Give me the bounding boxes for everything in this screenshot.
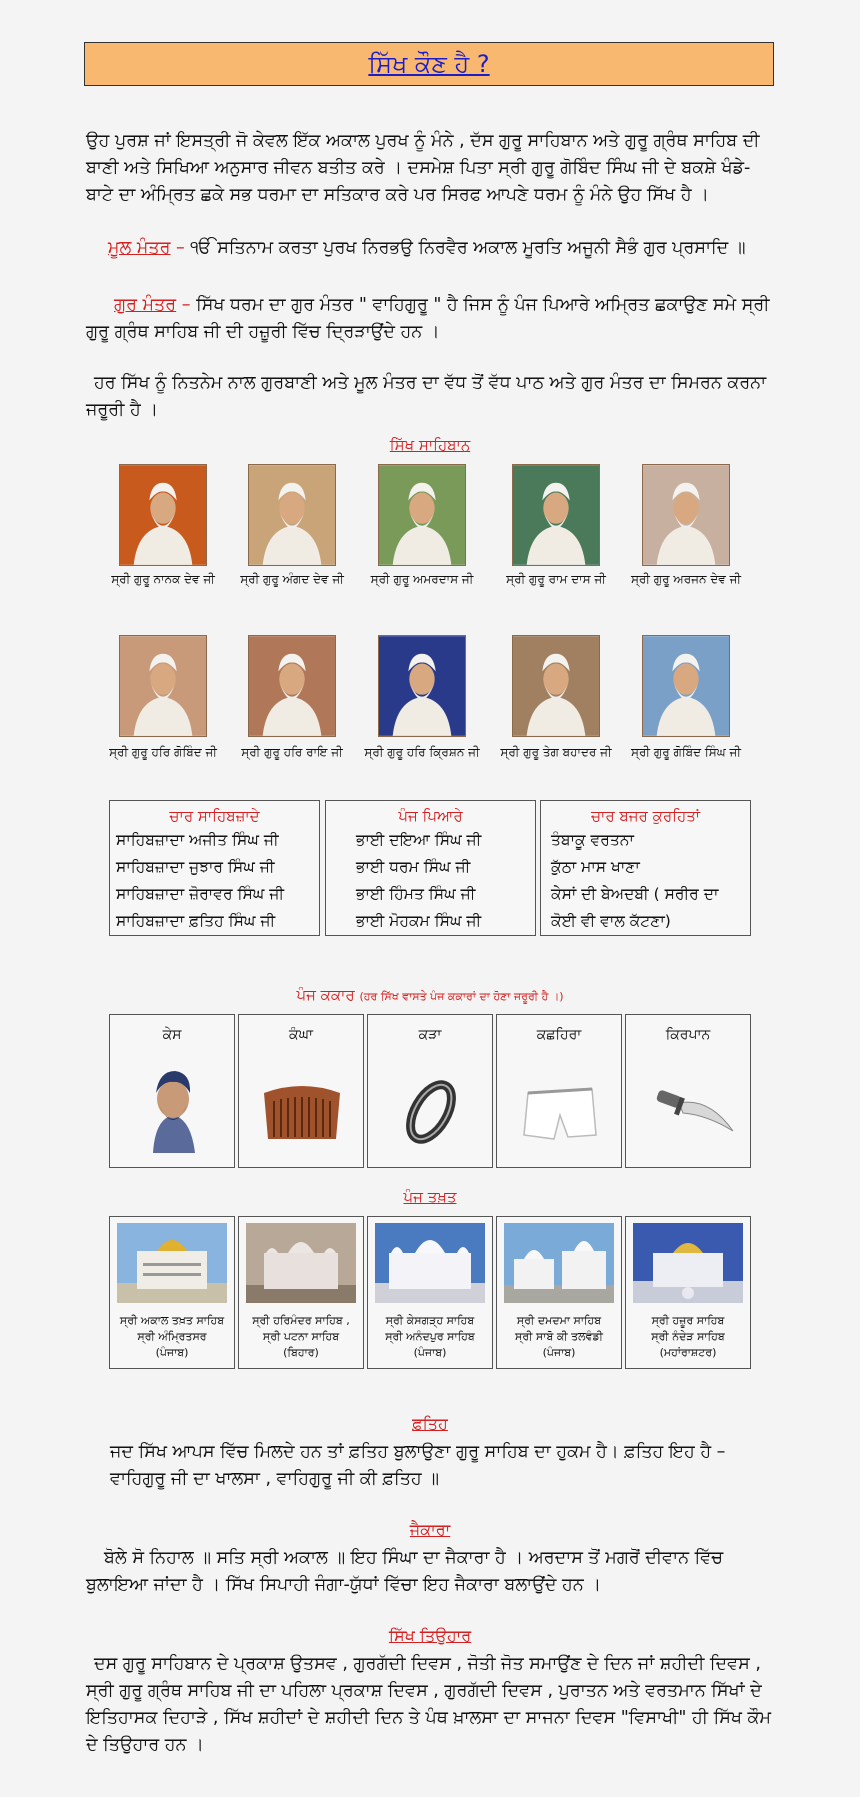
kangha-image-icon (252, 1057, 352, 1155)
guru-portrait-icon (513, 465, 599, 565)
kakkar-box-kachhera (496, 1014, 622, 1168)
guru-portrait-icon (379, 465, 465, 565)
kachhera-image-icon (510, 1057, 610, 1155)
guru-portrait (248, 464, 336, 566)
damdama-sahib-image-icon (504, 1223, 614, 1303)
page-title: ਸਿੱਖ ਕੌਣ ਹੈ ? (368, 50, 490, 78)
takht-city: ਸ੍ਰੀ ਪਟਨਾ ਸਾਹਿਬ (262, 1330, 340, 1343)
list-item: ਸਾਹਿਬਜ਼ਾਦਾ ਫ਼ਤਿਹ ਸਿੰਘ ਜੀ (116, 912, 276, 930)
kakkar-box-kirpan (625, 1014, 751, 1168)
fateh-title: ਫ਼ਤਿਹ (412, 1414, 448, 1433)
list-item: ਭਾਈ ਹਿੰਮਤ ਸਿੰਘ ਜੀ (356, 885, 476, 903)
kakkar-label: ਕੜਾ (418, 1027, 442, 1043)
jaikara-paragraph: ਬੋਲੇ ਸੋ ਨਿਹਾਲ ॥ ਸਤਿ ਸ੍ਰੀ ਅਕਾਲ ॥ ਇਹ ਸਿੰਘਾ ਦਾ ਜੈਕਾਰਾ ਹੈ । ਅਰਦਾਸ ਤੋਂ ਮਗਰੋਂ ਦੀਵਾਨ ਵਿੱਚ ਬੁਲਾਇਆ ਜਾਂਦਾ ਹੈ । ਸਿੱਖ ਸਿਪਾਹੀ ਜੰਗਾ-ਯੁੱਧਾਂ ਵਿੱਚਾ ਇਹ ਜੈਕਾਰਾ ਬਲਾਉਂਦੇ ਹਨ । (86, 1548, 724, 1595)
nitnem-paragraph: ਹਰ ਸਿੱਖ ਨੂੰ ਨਿਤਨੇਮ ਨਾਲ ਗੁਰਬਾਣੀ ਅਤੇ ਮੂਲ ਮੰਤਰ ਦਾ ਵੱਧ ਤੋਂ ਵੱਧ ਪਾਠ ਅਤੇ ਗੁਰ ਮੰਤਰ ਦਾ ਸਿਮਰਨ ਕਰਨਾ ਜਰੂਰੀ ਹੈ । (86, 373, 767, 420)
guru-name: ਸ੍ਰੀ ਗੁਰੂ ਅਮਰਦਾਸ ਜੀ (370, 572, 474, 586)
mool-mantar-label: ਮੂਲ ਮੰਤਰ (108, 238, 171, 258)
jaikara-title: ਜੈਕਾਰਾ (409, 1520, 451, 1539)
list-item: ਸਾਹਿਬਜ਼ਾਦਾ ਜ਼ੋਰਾਵਰ ਸਿੰਘ ਜੀ (116, 885, 285, 903)
takht-name: ਸ੍ਰੀ ਹਜ਼ੂਰ ਸਾਹਿਬ (651, 1314, 725, 1327)
char-sahibzade-title: ਚਾਰ ਸਾਹਿਬਜ਼ਾਦੇ (169, 807, 260, 825)
guru-portrait-icon (120, 465, 206, 565)
gur-mantar-dash: – (176, 295, 197, 315)
intro-paragraph: ਉਹ ਪੁਰਸ਼ ਜਾਂ ਇਸਤ੍ਰੀ ਜੋ ਕੇਵਲ ਇੱਕ ਅਕਾਲ ਪੁਰਖ ਨੂੰ ਮੰਨੇ , ਦੱਸ ਗੁਰੂ ਸਾਹਿਬਾਨ ਅਤੇ ਗੁਰੂ ਗ੍ਰੰਥ ਸਾਹਿਬ ਦੀ ਬਾਣੀ ਅਤੇ ਸਿਖਿਆ ਅਨੁਸਾਰ ਜੀਵਨ ਬਤੀਤ ਕਰੇ । ਦਸਮੇਸ਼ ਪਿਤਾ ਸ੍ਰੀ ਗੁਰੂ ਗੋਬਿੰਦ ਸਿੰਘ ਜੀ ਦੇ ਬਕਸ਼ੇ ਖੰਡੇ-ਬਾਟੇ ਦਾ ਅੰਮ੍ਰਿਤ ਛਕੇ ਸਭ ਧਰਮਾ ਦਾ ਸਤਿਕਾਰ ਕਰੇ ਪਰ ਸਿਰਫ ਆਪਣੇ ਧਰਮ ਨੂੰ ਮੰਨੇ ਉਹ ਸਿੱਖ ਹੈ । (86, 131, 760, 205)
guru-name: ਸ੍ਰੀ ਗੁਰੂ ਹਰਿ ਕ੍ਰਿਸ਼ਨ ਜੀ (364, 745, 480, 759)
kes-image-icon (123, 1057, 223, 1155)
guru-name: ਸ੍ਰੀ ਗੁਰੂ ਅਰਜਨ ਦੇਵ ਜੀ (630, 572, 742, 586)
kirpan-image-icon (639, 1057, 739, 1155)
patna-sahib-image-icon (246, 1223, 356, 1303)
guru-name: ਸ੍ਰੀ ਗੁਰੂ ਅੰਗਦ ਦੇਵ ਜੀ (240, 572, 344, 586)
guru-portrait (512, 635, 600, 737)
takht-box (109, 1216, 235, 1369)
kakkar-title: ਪੰਜ ਕਕਾਰ (296, 986, 355, 1004)
takht-name: ਸ੍ਰੀ ਅਕਾਲ ਤਖ਼ਤ ਸਾਹਿਬ (119, 1314, 225, 1327)
takht-state: (ਮਹਾਂਰਾਸ਼ਟਰ) (659, 1346, 717, 1359)
takht-city: ਸ੍ਰੀ ਅੰਮ੍ਰਿਤਸਰ (137, 1330, 207, 1343)
guru-portrait-icon (379, 636, 465, 736)
guru-name: ਸ੍ਰੀ ਗੁਰੂ ਨਾਨਕ ਦੇਵ ਜੀ (111, 572, 215, 586)
gur-mantar-label: ਗੁਰ ਮੰਤਰ (114, 295, 177, 315)
tyohar-title: ਸਿੱਖ ਤਿਉਹਾਰ (388, 1626, 472, 1645)
guru-portrait (512, 464, 600, 566)
mool-mantar-line (108, 235, 788, 262)
takht-state: (ਪੰਜਾਬ) (413, 1346, 447, 1359)
mool-mantar-dash: – (170, 238, 191, 258)
guru-portrait (378, 635, 466, 737)
kesgarh-sahib-image-icon (375, 1223, 485, 1303)
guru-portrait (642, 464, 730, 566)
bajar-kurehtan-title: ਚਾਰ ਬਜਰ ਕੁਰਹਿਤਾਂ (590, 807, 701, 825)
list-item: ਕੁੱਠਾ ਮਾਸ ਖਾਣਾ (551, 858, 640, 876)
kakkar-label: ਕਛਹਿਰਾ (536, 1027, 582, 1043)
takht-name: ਸ੍ਰੀ ਕੇਸਗੜ੍ਹ ਸਾਹਿਬ (385, 1314, 475, 1327)
guru-portrait-icon (249, 465, 335, 565)
takht-state: (ਬਿਹਾਰ) (283, 1346, 319, 1359)
takht-caption (626, 1313, 750, 1361)
takht-state: (ਪੰਜਾਬ) (542, 1346, 576, 1359)
guru-portrait-icon (249, 636, 335, 736)
guru-portrait (642, 635, 730, 737)
char-sahibzade-box (109, 800, 320, 936)
takht-name: ਸ੍ਰੀ ਹਰਿਮੰਦਰ ਸਾਹਿਬ , (252, 1314, 350, 1327)
takht-caption (368, 1313, 492, 1361)
guru-portrait-icon (643, 465, 729, 565)
takht-box (625, 1216, 751, 1369)
akal-takht-image-icon (117, 1223, 227, 1303)
guru-portrait-icon (643, 636, 729, 736)
list-item: ਸਾਹਿਬਜ਼ਾਦਾ ਅਜੀਤ ਸਿੰਘ ਜੀ (116, 831, 279, 849)
guru-name: ਸ੍ਰੀ ਗੁਰੂ ਹਰਿ ਰਾਇ ਜੀ (241, 745, 343, 759)
guru-name: ਸ੍ਰੀ ਗੁਰੂ ਰਾਮ ਦਾਸ ਜੀ (506, 572, 606, 586)
title-banner (84, 42, 774, 86)
takht-box (238, 1216, 364, 1369)
guru-name: ਸ੍ਰੀ ਗੁਰੂ ਗੋਬਿੰਦ ਸਿੰਘ ਜੀ (631, 745, 741, 759)
list-item: ਭਾਈ ਮੋਹਕਮ ਸਿੰਘ ਜੀ (356, 912, 482, 930)
guru-portrait-icon (120, 636, 206, 736)
kakkar-label: ਕੰਘਾ (289, 1027, 313, 1043)
takht-state: (ਪੰਜਾਬ) (155, 1346, 189, 1359)
list-item: ਤੰਬਾਕੂ ਵਰਤਨਾ (551, 831, 634, 849)
guru-name: ਸ੍ਰੀ ਗੁਰੂ ਤੇਗ ਬਹਾਦਰ ਜੀ (500, 745, 612, 759)
panj-pyare-title: ਪੰਜ ਪਿਆਰੇ (398, 807, 463, 825)
takht-box (367, 1216, 493, 1369)
list-item: ਸਾਹਿਬਜ਼ਾਦਾ ਜੁਝਾਰ ਸਿੰਘ ਜੀ (116, 858, 275, 876)
kakkar-box-kara (367, 1014, 493, 1168)
list-item: ਭਾਈ ਧਰਮ ਸਿੰਘ ਜੀ (356, 858, 471, 876)
kakkar-label: ਕੇਸ (162, 1027, 182, 1043)
list-item: ਭਾਈ ਦਇਆ ਸਿੰਘ ਜੀ (356, 831, 482, 849)
fateh-paragraph: ਜਦ ਸਿੱਖ ਆਪਸ ਵਿੱਚ ਮਿਲਦੇ ਹਨ ਤਾਂ ਫ਼ਤਿਹ ਬੁਲਾਉਣਾ ਗੁਰੂ ਸਾਹਿਬ ਦਾ ਹੁਕਮ ਹੈ। ਫ਼ਤਿਹ ਇਹ ਹੈ – ਵਾਹਿਗੁਰੂ ਜੀ ਦਾ ਖਾਲਸਾ , ਵਾਹਿਗੁਰੂ ਜੀ ਕੀ ਫ਼ਤਿਹ ॥ (110, 1442, 726, 1489)
takht-caption (110, 1313, 234, 1361)
guru-portrait-icon (513, 636, 599, 736)
kakkar-heading (0, 986, 860, 1004)
kakkar-box-kangha (238, 1014, 364, 1168)
gur-mantar-text: ਸਿੱਖ ਧਰਮ ਦਾ ਗੁਰ ਮੰਤਰ " ਵਾਹਿਗੁਰੂ " ਹੈ ਜਿਸ ਨੂੰ ਪੰਜ ਪਿਆਰੇ ਅਮ੍ਰਿਤ ਛਕਾਉਣ ਸਮੇ ਸ੍ਰੀ ਗੁਰੂ ਗ੍ਰੰਥ ਸਾਹਿਬ ਜੀ ਦੀ ਹਜ਼ੂਰੀ ਵਿੱਚ ਦ੍ਰਿੜਾਉਂਦੇ ਹਨ । (86, 295, 770, 342)
bajar-kurehtan-box (540, 800, 751, 936)
takht-caption (239, 1313, 363, 1361)
list-item: ਕੋਈ ਵੀ ਵਾਲ ਕੱਟਣਾ) (551, 912, 671, 930)
gurus-section-title: ਸਿੱਖ ਸਾਹਿਬਾਨ (389, 436, 471, 454)
takht-caption (497, 1313, 621, 1361)
takht-city: ਸ੍ਰੀ ਨੰਦੇੜ ਸਾਹਿਬ (651, 1330, 725, 1343)
takht-section-title: ਪੰਜ ਤਖ਼ਤ (403, 1188, 457, 1206)
kakkar-box-kes (109, 1014, 235, 1168)
kakkar-label: ਕਿਰਪਾਨ (665, 1027, 711, 1043)
takht-name: ਸ੍ਰੀ ਦਮਦਮਾ ਸਾਹਿਬ (516, 1314, 602, 1327)
guru-portrait (378, 464, 466, 566)
guru-name: ਸ੍ਰੀ ਗੁਰੂ ਹਰਿ ਗੋਬਿੰਦ ਜੀ (109, 745, 217, 759)
guru-portrait (119, 464, 207, 566)
kara-image-icon (381, 1057, 481, 1155)
guru-portrait (119, 635, 207, 737)
mool-mantar-text: ੴ ਸਤਿਨਾਮ ਕਰਤਾ ਪੁਰਖ ਨਿਰਭਉ ਨਿਰਵੈਰ ਅਕਾਲ ਮੂਰਤਿ ਅਜੂਨੀ ਸੈਭੰ ਗੁਰ ਪ੍ਰਸਾਦਿ ॥ (190, 238, 746, 258)
guru-portrait (248, 635, 336, 737)
takht-city: ਸ੍ਰੀ ਸਾਬੋ ਕੀ ਤਲਵੰਡੀ (515, 1330, 603, 1343)
gur-mantar-paragraph (86, 292, 776, 346)
kakkar-note: (ਹਰ ਸਿੱਖ ਵਾਸਤੇ ਪੰਜ ਕਕਾਰਾਂ ਦਾ ਹੋਣਾ ਜਰੂਰੀ ਹੈ ।) (359, 990, 564, 1003)
tyohar-paragraph: ਦਸ ਗੁਰੂ ਸਾਹਿਬਾਨ ਦੇ ਪ੍ਰਕਾਸ਼ ਉਤਸਵ , ਗੁਰਗੱਦੀ ਦਿਵਸ , ਜੋਤੀ ਜੋਤ ਸਮਾਉਂਣ ਦੇ ਦਿਨ ਜਾਂ ਸ਼ਹੀਦੀ ਦਿਵਸ , ਸ੍ਰੀ ਗੁਰੂ ਗ੍ਰੰਥ ਸਾਹਿਬ ਜੀ ਦਾ ਪਹਿਲਾ ਪ੍ਰਕਾਸ਼ ਦਿਵਸ , ਗੁਰਗੱਦੀ ਦਿਵਸ , ਪੁਰਾਤਨ ਅਤੇ ਵਰਤਮਾਨ ਸਿੱਖਾਂ ਦੇ ਇਤਿਹਾਸਕ ਦਿਹਾੜੇ , ਸਿੱਖ ਸ਼ਹੀਦਾਂ ਦੇ ਸ਼ਹੀਦੀ ਦਿਨ ਤੇ ਪੰਥ ਖ਼ਾਲਸਾ ਦਾ ਸਾਜਨਾ ਦਿਵਸ "ਵਿਸਾਖੀ" ਹੀ ਸਿੱਖ ਕੌਮ ਦੇ ਤਿਉਹਾਰ ਹਨ । (86, 1654, 771, 1755)
takht-city: ਸ੍ਰੀ ਅਨੰਦਪੁਰ ਸਾਹਿਬ (385, 1330, 475, 1343)
takht-box (496, 1216, 622, 1369)
hazur-sahib-image-icon (633, 1223, 743, 1303)
panj-pyare-box (325, 800, 536, 936)
list-item: ਕੇਸਾਂ ਦੀ ਬੇਅਦਬੀ ( ਸਰੀਰ ਦਾ (551, 885, 719, 903)
